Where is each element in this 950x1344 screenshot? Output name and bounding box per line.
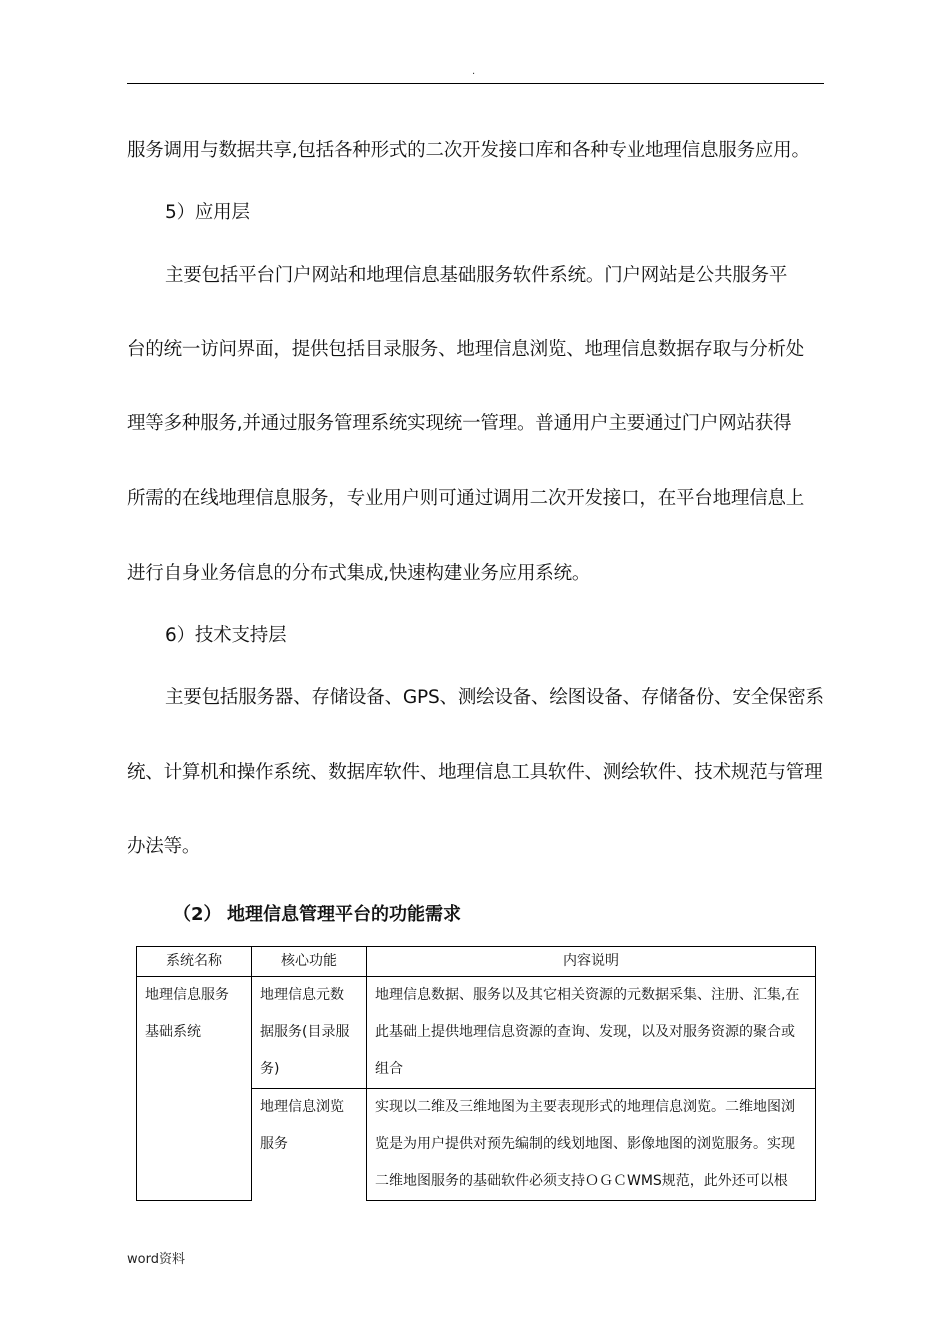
function-table bbox=[136, 946, 816, 1201]
description-line: 览是为用户提供对预先编制的线划地图、影像地图的浏览服务。实现 bbox=[375, 1136, 795, 1152]
section-title-text: 地理信息管理平台的功能需求 bbox=[227, 904, 461, 925]
paragraph-line: 主要包括服务器、存储设备、GPS、测绘设备、绘图设备、存储备份、安全保密系 bbox=[165, 687, 824, 708]
system-name-cell bbox=[137, 977, 252, 1201]
function-cell bbox=[252, 1089, 367, 1201]
header-rule bbox=[127, 83, 824, 84]
description-line: 地理信息数据、服务以及其它相关资源的元数据采集、注册、汇集,在 bbox=[375, 987, 800, 1003]
paragraph-line: 服务调用与数据共享,包括各种形式的二次开发接口库和各种专业地理信息服务应用。 bbox=[127, 140, 810, 161]
header-system-name: 系统名称 bbox=[137, 947, 252, 977]
header-mark: . bbox=[472, 66, 476, 77]
section-title bbox=[173, 900, 461, 926]
header-core-function: 核心功能 bbox=[252, 947, 367, 977]
description-line: 实现以二维及三维地图为主要表现形式的地理信息浏览。二维地图浏 bbox=[375, 1099, 795, 1115]
footer-text: word资料 bbox=[127, 1252, 185, 1267]
function-line: 据服务(目录服 bbox=[260, 1024, 350, 1040]
description-line: 此基础上提供地理信息资源的查询、发现，以及对服务资源的聚合或 bbox=[375, 1024, 795, 1040]
function-cell bbox=[252, 977, 367, 1089]
header-description: 内容说明 bbox=[367, 947, 816, 977]
paragraph-line: 所需的在线地理信息服务，专业用户则可通过调用二次开发接口，在平台地理信息上 bbox=[127, 488, 805, 509]
system-name-line: 基础系统 bbox=[145, 1024, 201, 1040]
function-line: 地理信息浏览 bbox=[260, 1099, 344, 1115]
function-line: 地理信息元数 bbox=[260, 987, 344, 1003]
function-line: 务) bbox=[260, 1061, 280, 1077]
description-line: 组合 bbox=[375, 1061, 403, 1077]
description-cell bbox=[367, 1089, 816, 1201]
heading-application-layer: 5）应用层 bbox=[165, 202, 250, 223]
paragraph-line: 台的统一访问界面，提供包括目录服务、地理信息浏览、地理信息数据存取与分析处 bbox=[127, 339, 805, 360]
heading-tech-support-layer: 6）技术支持层 bbox=[165, 625, 287, 646]
paragraph-line: 理等多种服务,并通过服务管理系统实现统一管理。普通用户主要通过门户网站获得 bbox=[127, 413, 792, 434]
system-name-line: 地理信息服务 bbox=[145, 987, 229, 1003]
table-header-row bbox=[137, 947, 816, 977]
description-line: 二维地图服务的基础软件必须支持ＯＧＣWMS规范，此外还可以根 bbox=[375, 1173, 788, 1189]
function-line: 服务 bbox=[260, 1136, 288, 1152]
description-cell bbox=[367, 977, 816, 1089]
table-row bbox=[137, 977, 816, 1089]
paragraph-line: 统、计算机和操作系统、数据库软件、地理信息工具软件、测绘软件、技术规范与管理 bbox=[127, 762, 823, 783]
paragraph-line: 主要包括平台门户网站和地理信息基础服务软件系统。门户网站是公共服务平 bbox=[165, 265, 788, 286]
section-number: （2） bbox=[173, 904, 222, 925]
paragraph-line: 办法等。 bbox=[127, 836, 201, 857]
paragraph-line: 进行自身业务信息的分布式集成,快速构建业务应用系统。 bbox=[127, 563, 591, 584]
